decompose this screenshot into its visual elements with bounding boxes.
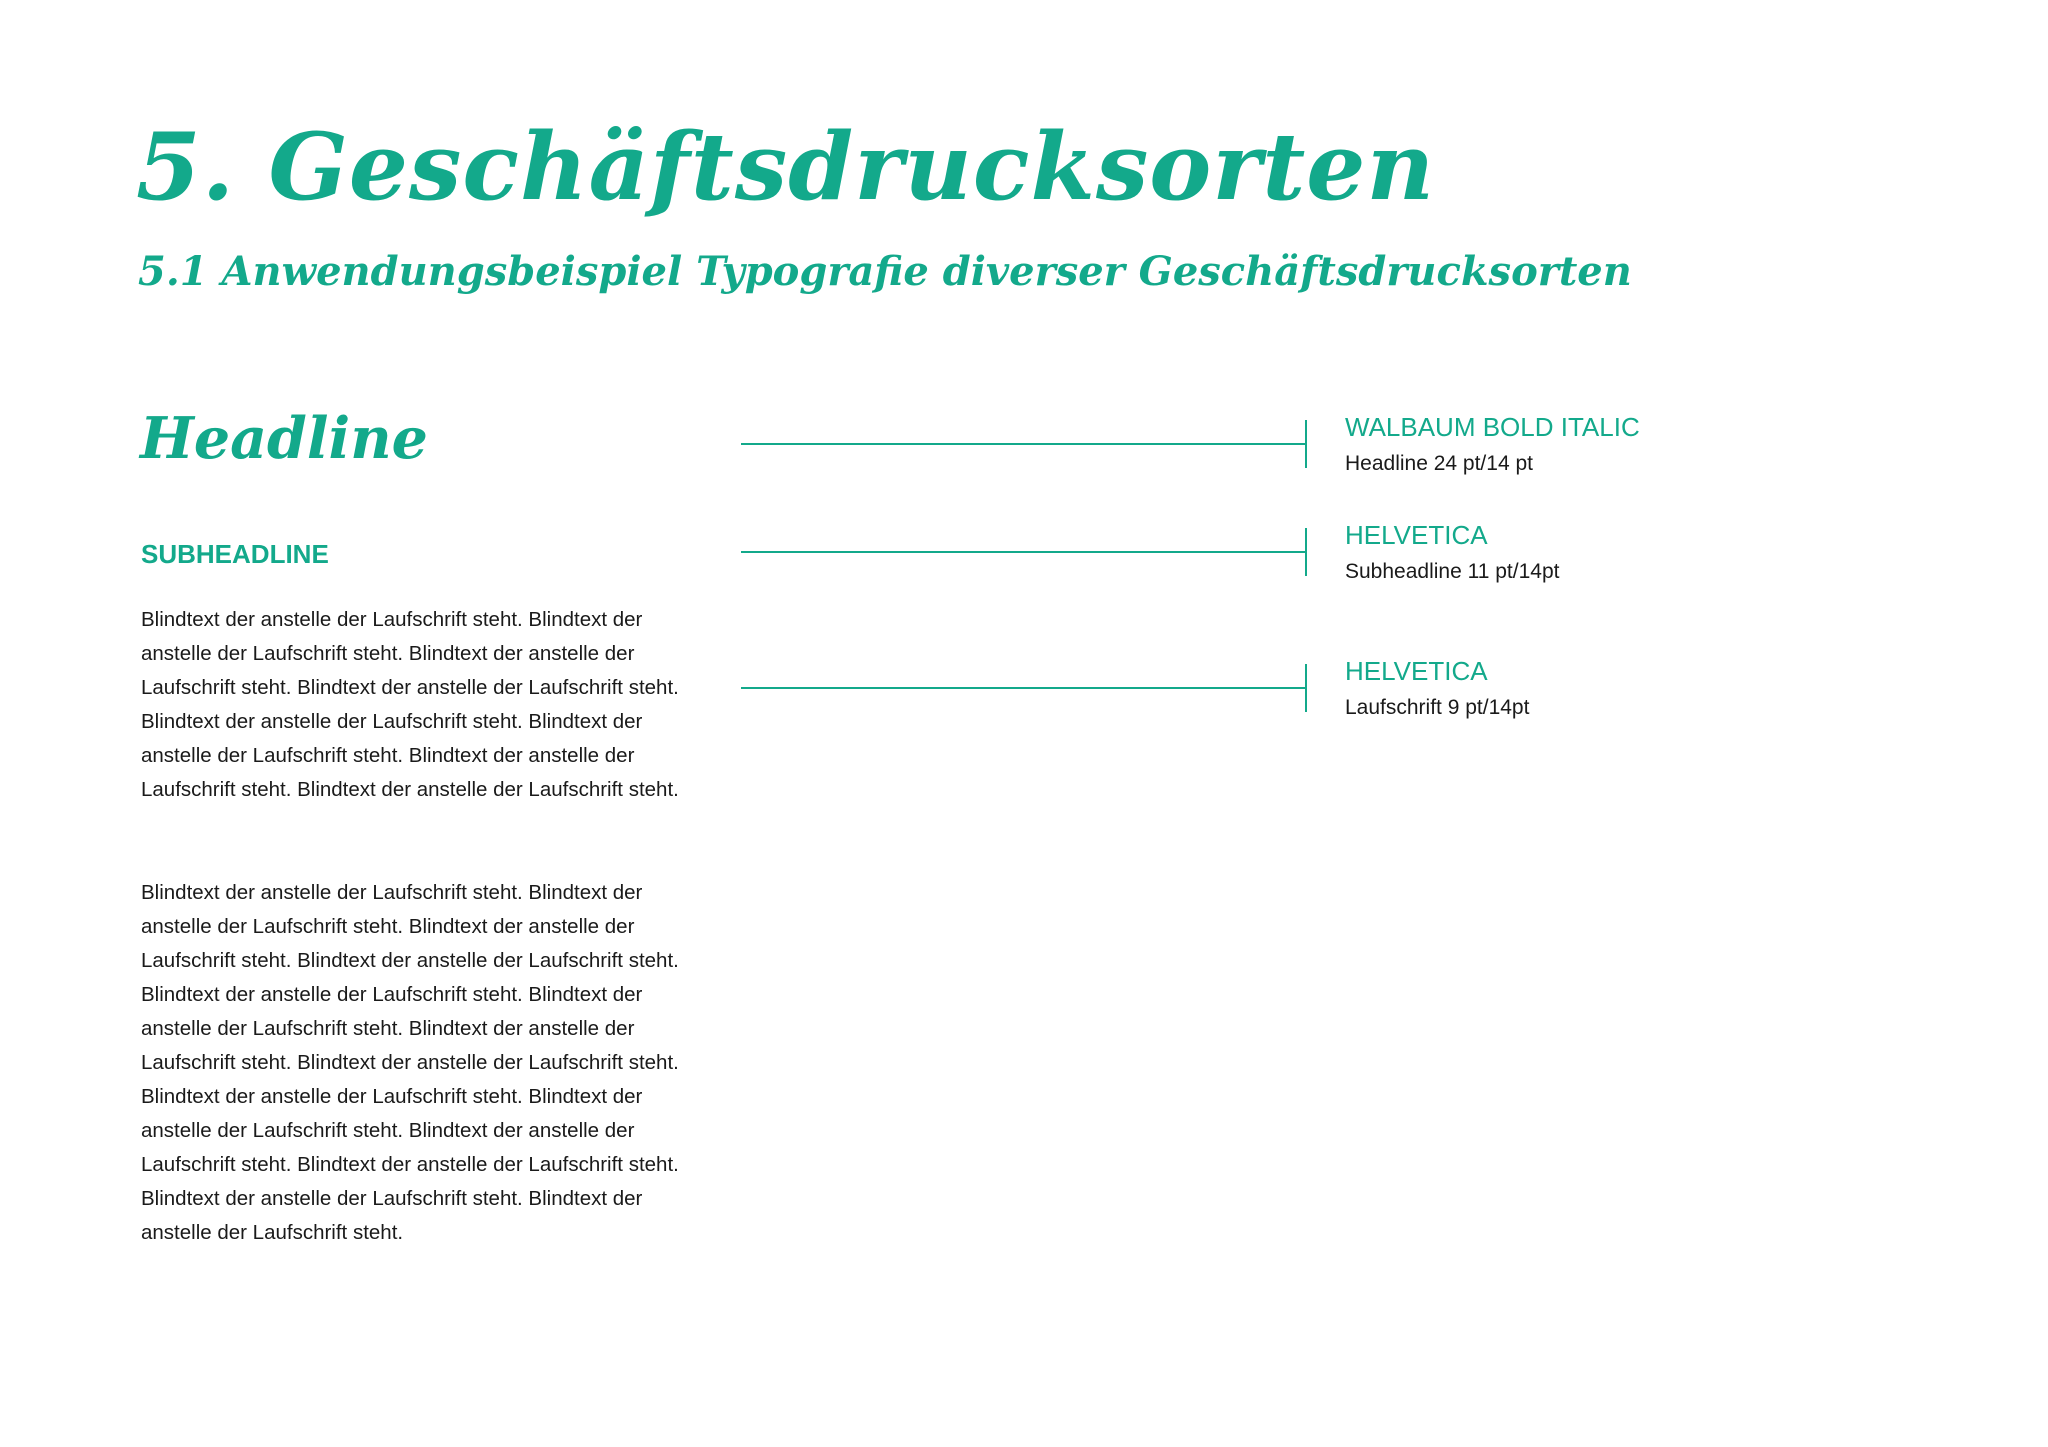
- page-subtitle: 5.1 Anwendungsbeispiel Typografie diverser Geschäftsdrucksorten: [138, 248, 1632, 295]
- connector-tick: [1305, 664, 1307, 712]
- connector-line: [741, 551, 1306, 553]
- spec-font-detail: Subheadline 11 pt/14pt: [1345, 560, 1560, 583]
- spec-font-detail: Laufschrift 9 pt/14pt: [1345, 696, 1530, 719]
- connector-tick: [1305, 528, 1307, 576]
- body-paragraph-1: Blindtext der anstelle der Laufschrift steht. Blindtext der anstelle der Laufschrift steht. Blindtext der anstelle der Laufschrift steht. Blindtext der anstelle der Laufschrift steht. Blindtext der anstelle der Laufschrift steht. Blindtext der anstelle der Laufschrift steht. Blindtext der anstelle der Laufschrift steht. Blindtext der anstelle der Laufschrift steht.: [141, 608, 679, 801]
- body-paragraph-2: Blindtext der anstelle der Laufschrift steht. Blindtext der anstelle der Laufschrift steht. Blindtext der anstelle der Laufschrift steht. Blindtext der anstelle der Laufschrift steht. Blindtext der anstelle der Laufschrift steht. Blindtext der anstelle der Laufschrift steht. Blindtext der anstelle der Laufschrift steht. Blindtext der anstelle der Laufschrift steht. Blindtext der anstelle der Laufschrift steht. Blindtext der anstelle der Laufschrift steht. Blindtext der anstelle der Laufschrift steht. Blindtext der anstelle der Laufschrift steht. Blindtext der anstelle der Laufschrift steht. Blindtext der anstelle der Laufschrift steht.: [141, 881, 679, 1244]
- spec-font-name: HELVETICA: [1345, 656, 1488, 686]
- connector-tick: [1305, 420, 1307, 468]
- connector-line: [741, 443, 1306, 445]
- page-title: 5. Geschäftsdrucksorten: [136, 112, 1436, 221]
- connector-line: [741, 687, 1306, 689]
- spec-font-detail: Headline 24 pt/14 pt: [1345, 452, 1533, 475]
- spec-font-name: HELVETICA: [1345, 520, 1488, 550]
- spec-font-name: WALBAUM BOLD ITALIC: [1345, 412, 1640, 442]
- sample-headline: Headline: [140, 405, 428, 472]
- sample-subheadline: SUBHEADLINE: [141, 539, 329, 569]
